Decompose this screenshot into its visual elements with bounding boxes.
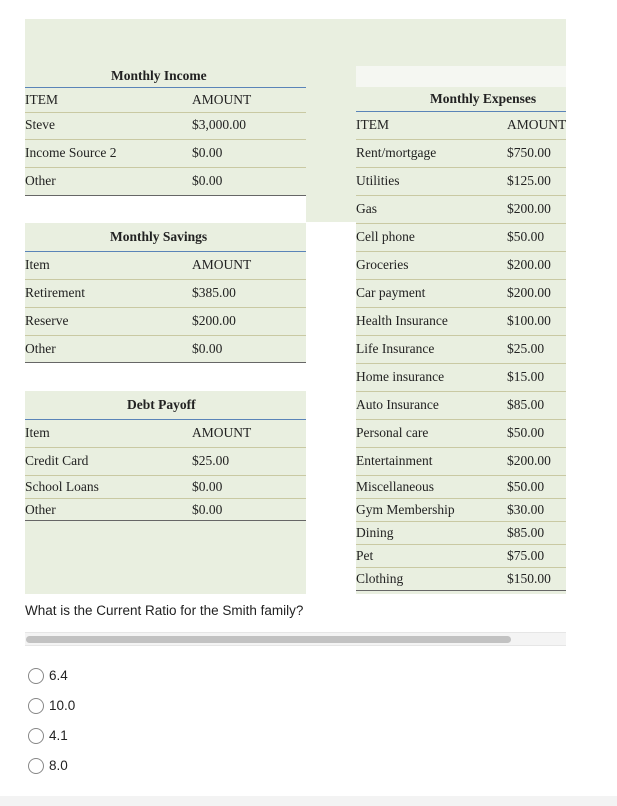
expenses-col-amount: AMOUNT <box>507 117 566 132</box>
income-title: Monthly Income <box>111 68 207 83</box>
expenses-row-amount: $200.00 <box>507 257 551 272</box>
expenses-row-item: Dining <box>356 525 394 540</box>
debt-row-item: School Loans <box>25 479 99 494</box>
income-row-divider <box>25 167 306 168</box>
debt-col-amount: AMOUNT <box>192 425 252 440</box>
income-row-amount: $0.00 <box>192 173 223 188</box>
savings-row-amount: $200.00 <box>192 313 236 328</box>
expenses-row-amount: $50.00 <box>507 479 545 494</box>
savings-row-divider <box>25 335 306 336</box>
expenses-title-underline <box>356 111 566 112</box>
answer-option-label[interactable]: 6.4 <box>49 668 68 683</box>
savings-title-underline <box>25 251 306 252</box>
radio-button[interactable] <box>28 668 44 684</box>
expenses-row-amount: $200.00 <box>507 285 551 300</box>
income-title-underline <box>25 87 306 88</box>
debt-row-amount: $0.00 <box>192 479 223 494</box>
income-col-amount: AMOUNT <box>192 92 252 107</box>
savings-col-item: Item <box>25 257 50 272</box>
expenses-row-divider <box>356 419 566 420</box>
debt-title-underline <box>25 419 306 420</box>
expenses-row-amount: $150.00 <box>507 571 551 586</box>
horizontal-scrollbar-track[interactable] <box>25 632 566 646</box>
expenses-row-item: Rent/mortgage <box>356 145 437 160</box>
expenses-row-item: Cell phone <box>356 229 415 244</box>
debt-table-bottom <box>25 520 306 521</box>
expenses-row-amount: $30.00 <box>507 502 545 517</box>
expenses-row-amount: $200.00 <box>507 453 551 468</box>
question-text: What is the Current Ratio for the Smith family? <box>25 603 304 618</box>
expenses-title-cell <box>356 66 566 87</box>
expenses-row-divider <box>356 167 566 168</box>
expenses-row-amount: $100.00 <box>507 313 551 328</box>
expenses-row-amount: $200.00 <box>507 201 551 216</box>
expenses-row-divider <box>356 307 566 308</box>
income-row-item: Other <box>25 173 56 188</box>
expenses-row-amount: $50.00 <box>507 425 545 440</box>
savings-row-amount: $385.00 <box>192 285 236 300</box>
expenses-table-bottom <box>356 590 566 591</box>
expenses-row-item: Health Insurance <box>356 313 448 328</box>
answer-option-label[interactable]: 10.0 <box>49 698 76 713</box>
expenses-row-amount: $75.00 <box>507 548 545 563</box>
expenses-row-item: Life Insurance <box>356 341 435 356</box>
debt-row-divider <box>25 447 306 448</box>
expenses-row-divider <box>356 279 566 280</box>
expenses-row-item: Utilities <box>356 173 400 188</box>
expenses-row-item: Home insurance <box>356 369 445 384</box>
expenses-row-divider <box>356 139 566 140</box>
expenses-row-divider <box>356 335 566 336</box>
expenses-row-divider <box>356 475 566 476</box>
income-row-item: Income Source 2 <box>25 145 117 160</box>
expenses-row-item: Entertainment <box>356 453 433 468</box>
expenses-row-item: Clothing <box>356 571 404 586</box>
expenses-row-divider <box>356 447 566 448</box>
expenses-row-item: Auto Insurance <box>356 397 439 412</box>
expenses-row-item: Personal care <box>356 425 429 440</box>
savings-row-amount: $0.00 <box>192 341 223 356</box>
income-row-divider <box>25 112 306 113</box>
savings-row-item: Reserve <box>25 313 69 328</box>
expenses-row-item: Car payment <box>356 285 426 300</box>
expenses-row-amount: $85.00 <box>507 525 545 540</box>
expenses-row-amount: $25.00 <box>507 341 545 356</box>
expenses-row-amount: $15.00 <box>507 369 545 384</box>
savings-col-amount: AMOUNT <box>192 257 252 272</box>
answer-option-label[interactable]: 8.0 <box>49 758 68 773</box>
radio-button[interactable] <box>28 728 44 744</box>
income-row-amount: $3,000.00 <box>192 117 246 132</box>
expenses-row-amount: $750.00 <box>507 145 551 160</box>
expenses-row-item: Gym Membership <box>356 502 455 517</box>
debt-row-item: Credit Card <box>25 453 89 468</box>
expenses-row-amount: $50.00 <box>507 229 545 244</box>
savings-row-divider <box>25 279 306 280</box>
expenses-row-amount: $85.00 <box>507 397 545 412</box>
expenses-row-divider <box>356 521 566 522</box>
expenses-col-amount-clip <box>507 117 566 133</box>
expenses-row-item: Miscellaneous <box>356 479 434 494</box>
expenses-row-divider <box>356 195 566 196</box>
sheet-background-top <box>25 19 566 66</box>
expenses-row-divider <box>356 544 566 545</box>
savings-title: Monthly Savings <box>110 229 208 244</box>
debt-row-amount: $25.00 <box>192 453 230 468</box>
income-row-divider <box>25 139 306 140</box>
savings-row-item: Other <box>25 341 56 356</box>
expenses-row-divider <box>356 223 566 224</box>
debt-row-amount: $0.00 <box>192 502 223 517</box>
expenses-row-divider <box>356 251 566 252</box>
answer-option-label[interactable]: 4.1 <box>49 728 68 743</box>
expenses-row-item: Groceries <box>356 257 409 272</box>
radio-button[interactable] <box>28 758 44 774</box>
savings-row-item: Retirement <box>25 285 85 300</box>
expenses-col-item: ITEM <box>356 117 389 132</box>
income-col-item: ITEM <box>25 92 58 107</box>
debt-title: Debt Payoff <box>127 397 196 412</box>
expenses-row-divider <box>356 391 566 392</box>
savings-row-divider <box>25 307 306 308</box>
savings-table-bottom <box>25 362 306 363</box>
footer-strip <box>0 796 617 806</box>
income-panel-background <box>25 66 306 196</box>
expenses-row-item: Gas <box>356 201 377 216</box>
debt-row-divider <box>25 498 306 499</box>
income-table-bottom <box>25 195 306 196</box>
expenses-row-item: Pet <box>356 548 374 563</box>
expenses-row-amount: $125.00 <box>507 173 551 188</box>
debt-col-item: Item <box>25 425 50 440</box>
expenses-row-divider <box>356 498 566 499</box>
debt-row-divider <box>25 475 306 476</box>
income-row-amount: $0.00 <box>192 145 223 160</box>
income-row-item: Steve <box>25 117 55 132</box>
horizontal-scrollbar-thumb[interactable] <box>26 636 511 643</box>
debt-row-item: Other <box>25 502 56 517</box>
radio-button[interactable] <box>28 698 44 714</box>
expenses-row-divider <box>356 363 566 364</box>
expenses-row-divider <box>356 567 566 568</box>
expenses-title: Monthly Expenses <box>430 91 537 106</box>
expenses-panel-background <box>306 66 566 222</box>
